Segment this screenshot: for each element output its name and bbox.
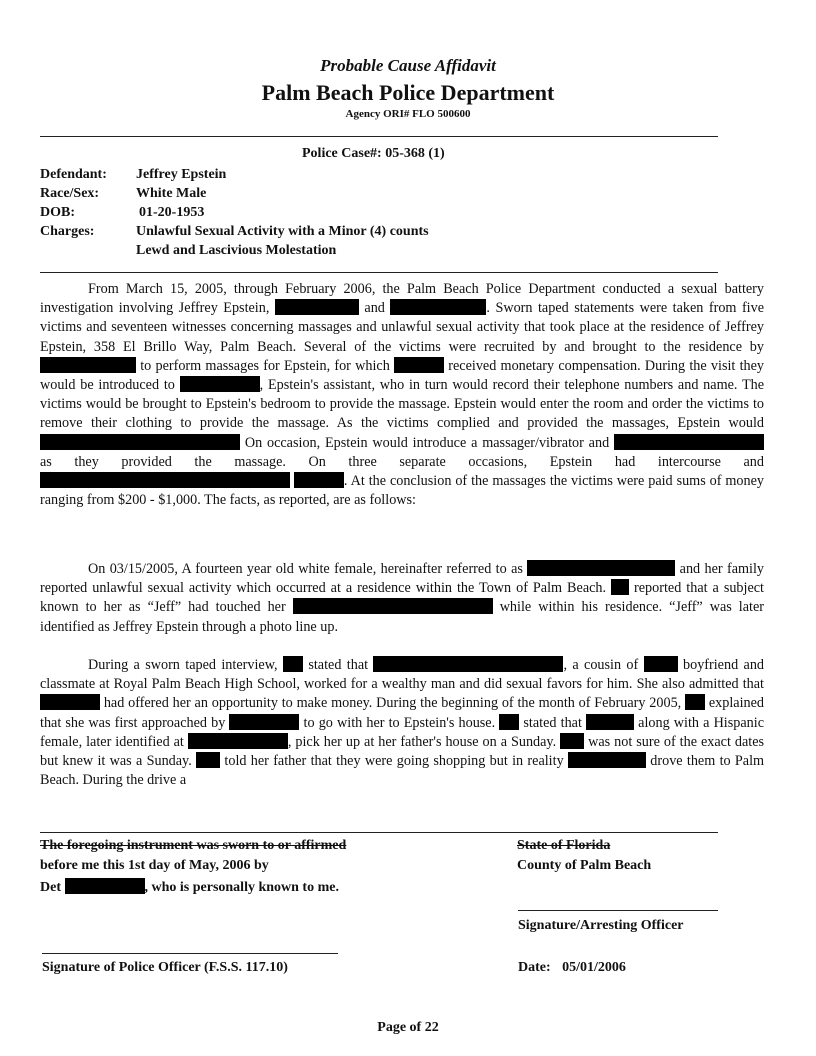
redaction: [499, 714, 519, 730]
label-race-sex: Race/Sex:: [40, 186, 100, 201]
redaction: [188, 733, 288, 749]
footer-rule: [40, 832, 718, 833]
redaction: [40, 434, 240, 450]
p1-text-f: , Epstein's assistant, who in turn would record their telephone numbers and name. The victims would be brought to Epstein's bedroom to provide the massage. Epstein would enter the room and order the victims to remove their clothing to provide the massage. As the victims complied and provided the massages, Epstein would: [40, 377, 765, 432]
detective-line: [40, 878, 339, 896]
redaction: [390, 299, 486, 315]
date-line: [518, 960, 626, 976]
p1-text-e: received monetary compensation. During the visit they would be introduced to: [40, 357, 765, 394]
det-label: Det: [40, 880, 61, 895]
value-charge-1: Unlawful Sexual Activity with a Minor (4) counts: [136, 224, 429, 239]
header-rule: [40, 136, 718, 137]
p1-text-b: and: [364, 300, 385, 317]
p1-text-d: to perform massages for Epstein, for which: [140, 357, 390, 374]
p3-text-e: had offered her an opportunity to make money. During the beginning of the month of February 2005,: [103, 695, 682, 712]
value-dob: 01-20-1953: [139, 205, 205, 220]
p1-text-g: On occasion, Epstein would introduce a massager/vibrator and: [244, 434, 610, 451]
department-title: Palm Beach Police Department: [261, 80, 555, 105]
redaction: [614, 434, 764, 450]
p3-text-a: During a sworn taped interview,: [88, 657, 278, 673]
redaction: [40, 357, 136, 373]
redaction: [586, 714, 634, 730]
p1-text-c: . Sworn taped statements were taken from five victims and seventeen witnesses concerning massages and unlawful sexual activity that took place at the residence of Jeffrey Epstein, 358 El Brillo Way, Palm Beach. Several of the victims were recruited by and brought to the residence by: [40, 300, 765, 355]
p1-text-h: as they provided the massage. On three separate occasions, Epstein had intercourse and: [40, 453, 764, 470]
p3-text-g: to go with her to Epstein's house.: [303, 714, 496, 731]
date-label: Date:: [518, 960, 551, 975]
police-signature-rule: [42, 953, 338, 954]
p3-text-k: was not sure of the exact dates but knew it was a Sunday.: [40, 733, 765, 770]
redaction: [229, 714, 299, 730]
p3-text-b: stated that: [308, 657, 369, 673]
state: State of Florida: [517, 838, 611, 853]
p3-text-i: along with a Hispanic female, later identified at: [40, 714, 764, 750]
redaction: [568, 752, 646, 768]
value-charge-2: Lewd and Lascivious Molestation: [136, 243, 337, 258]
signature-police-officer: Signature of Police Officer (F.S.S. 117.10): [42, 960, 288, 975]
page-number: Page of 22: [377, 1020, 439, 1035]
info-rule: [40, 272, 718, 273]
redaction: [65, 878, 145, 894]
p1-text-i: . At the conclusion of the massages the victims were paid sums of money ranging from $200 - $1,000. The facts, as reported, are as follows:: [40, 473, 765, 509]
redaction: [40, 694, 100, 710]
document-type: Probable Cause Affidavit: [320, 56, 496, 75]
narrative-paragraph-3: [40, 656, 764, 790]
redaction: [293, 598, 493, 614]
redaction: [294, 472, 344, 488]
redaction: [611, 579, 629, 595]
signature-arresting-officer: Signature/Arresting Officer: [518, 918, 684, 933]
p3-text-m: drove them to Palm Beach. During the drive a: [40, 753, 765, 789]
arresting-signature-rule: [518, 910, 718, 911]
p3-text-f: explained that she was first approached by: [40, 695, 765, 731]
p3-text-d: boyfriend and classmate at Royal Palm Beach High School, worked for a wealthy man and did sexual favors for him. She also admitted that: [40, 657, 765, 693]
p1-text-a: From March 15, 2005, through February 2006, the Palm Beach Police Department conducted a sexual battery investigation involving Jeffrey Epstein,: [40, 281, 764, 317]
redaction: [196, 752, 220, 768]
redaction: [527, 560, 675, 576]
narrative-paragraph-2: [40, 560, 764, 637]
redaction: [373, 656, 563, 672]
label-charges: Charges:: [40, 224, 95, 239]
label-defendant: Defendant:: [40, 167, 107, 182]
redaction: [40, 472, 290, 488]
narrative-paragraph-1: [40, 280, 764, 510]
label-dob: DOB:: [40, 205, 75, 220]
sworn-statement-line-1: The foregoing instrument was sworn to or affirmed: [40, 838, 347, 853]
date-value: 05/01/2006: [562, 960, 626, 975]
det-suffix: , who is personally known to me.: [144, 880, 339, 895]
sworn-statement-line-2: before me this 1st day of May, 2006 by: [40, 858, 269, 873]
p3-text-h: stated that: [523, 714, 582, 731]
redaction: [685, 694, 705, 710]
p3-text-j: , pick her up at her father's house on a Sunday.: [287, 733, 557, 750]
redaction: [283, 656, 303, 672]
redaction: [560, 733, 584, 749]
county: County of Palm Beach: [517, 858, 652, 873]
redaction: [394, 357, 444, 373]
p3-text-c: , a cousin of: [563, 657, 639, 673]
redaction: [644, 656, 678, 672]
p2-text-b: and her family reported unlawful sexual activity which occurred at a residence within the Town of Palm Beach.: [40, 561, 765, 597]
redaction: [275, 299, 359, 315]
value-race-sex: White Male: [136, 186, 207, 201]
p3-text-l: told her father that they were going shopping but in reality: [224, 753, 564, 770]
redaction: [180, 376, 260, 392]
p2-text-c: reported that a subject known to her as “Jeff” had touched her: [40, 580, 765, 616]
p2-text-a: On 03/15/2005, A fourteen year old white female, hereinafter referred to as: [88, 561, 523, 577]
agency-ori: Agency ORI# FLO 500600: [345, 108, 471, 120]
value-defendant: Jeffrey Epstein: [136, 167, 227, 182]
case-number: Police Case#: 05-368 (1): [302, 146, 445, 161]
p2-text-d: while within his residence. “Jeff” was later identified as Jeffrey Epstein through a photo line up.: [40, 599, 764, 635]
